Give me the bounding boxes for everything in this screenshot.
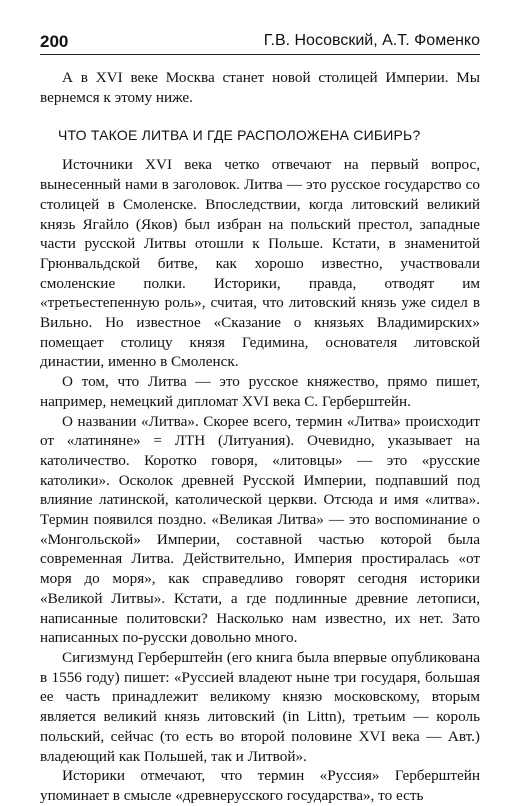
paragraph-name-litva: О названии «Литва». Скорее всего, термин «Литва» происходит от «латиняне» = ЛТН (Литуания). Очевидно, указывает на католичество. Коротко говоря, «литовцы» — это «русские католики». Осколок древней Русской Империи, подпавший под влияние латинской, католической церкви. Отсюда и имя «литва». Термин появился поздно. «Великая Литва» — это воспоминание о «Монгольской» Империи, составной частью которой была современная Литва. Действительно, Империя простиралась «от моря до моря», как справедливо говорят сегодня историки «Великой Литвы». Кстати, а где подлинные древние летописи, написанные политовски? Насколько нам известно, их нет. Зато написанных по-русски довольно много. bbox=[40, 412, 480, 647]
paragraph-russia-term: Историки отмечают, что термин «Руссия» Герберштейн упоминает в смысле «древнерусского государства», то есть bbox=[40, 767, 480, 804]
running-head-authors: Г.В. Носовский, А.Т. Фоменко bbox=[263, 32, 480, 49]
paragraph-lithuania-sources: Источники XVI века четко отвечают на первый вопрос, вынесенный нами в заголовок. Литва — это русское государство со столицей в Смоленске. Впоследствии, когда литовский великий князь Ягайло (Яков) был избран на польский престол, западные части русской Литвы отошли к Польше. Кстати, в знаменитой Грюнвальдской битве, как хорошо известно, участвовали смоленские полки. Историки, правда, отводят им «третьестепенную роль», считая, что литовский князь уже сидел в Вильно. Но известное «Сказание о князьях Владимирских» помещает столицу князя Гедимина, основателя литовской династии, именно в Смоленск. bbox=[40, 156, 480, 371]
page-header bbox=[40, 28, 480, 55]
page-body bbox=[40, 68, 480, 806]
paragraph-herberstein-mention: О том, что Литва — это русское княжество, прямо пишет, например, немецкий дипломат XVI века С. Герберштейн. bbox=[40, 373, 480, 410]
intro-paragraph: А в XVI веке Москва станет новой столицей Империи. Мы вернемся к этому ниже. bbox=[40, 69, 480, 106]
page-number: 200 bbox=[40, 32, 69, 51]
paragraph-herberstein-quote: Сигизмунд Герберштейн (его книга была впервые опубликована в 1556 году) пишет: «Руссией владеют ныне три государя, большая ее часть принадлежит великому князю московскому, вторым является великий князь литовский (in Littn), третьим — король польский, сейчас (то есть во второй половине XVI века — Авт.) владеющий как Польшей, так и Литвой». bbox=[40, 648, 480, 765]
section-heading: ЧТО ТАКОЕ ЛИТВА И ГДЕ РАСПОЛОЖЕНА СИБИРЬ? bbox=[58, 127, 421, 144]
